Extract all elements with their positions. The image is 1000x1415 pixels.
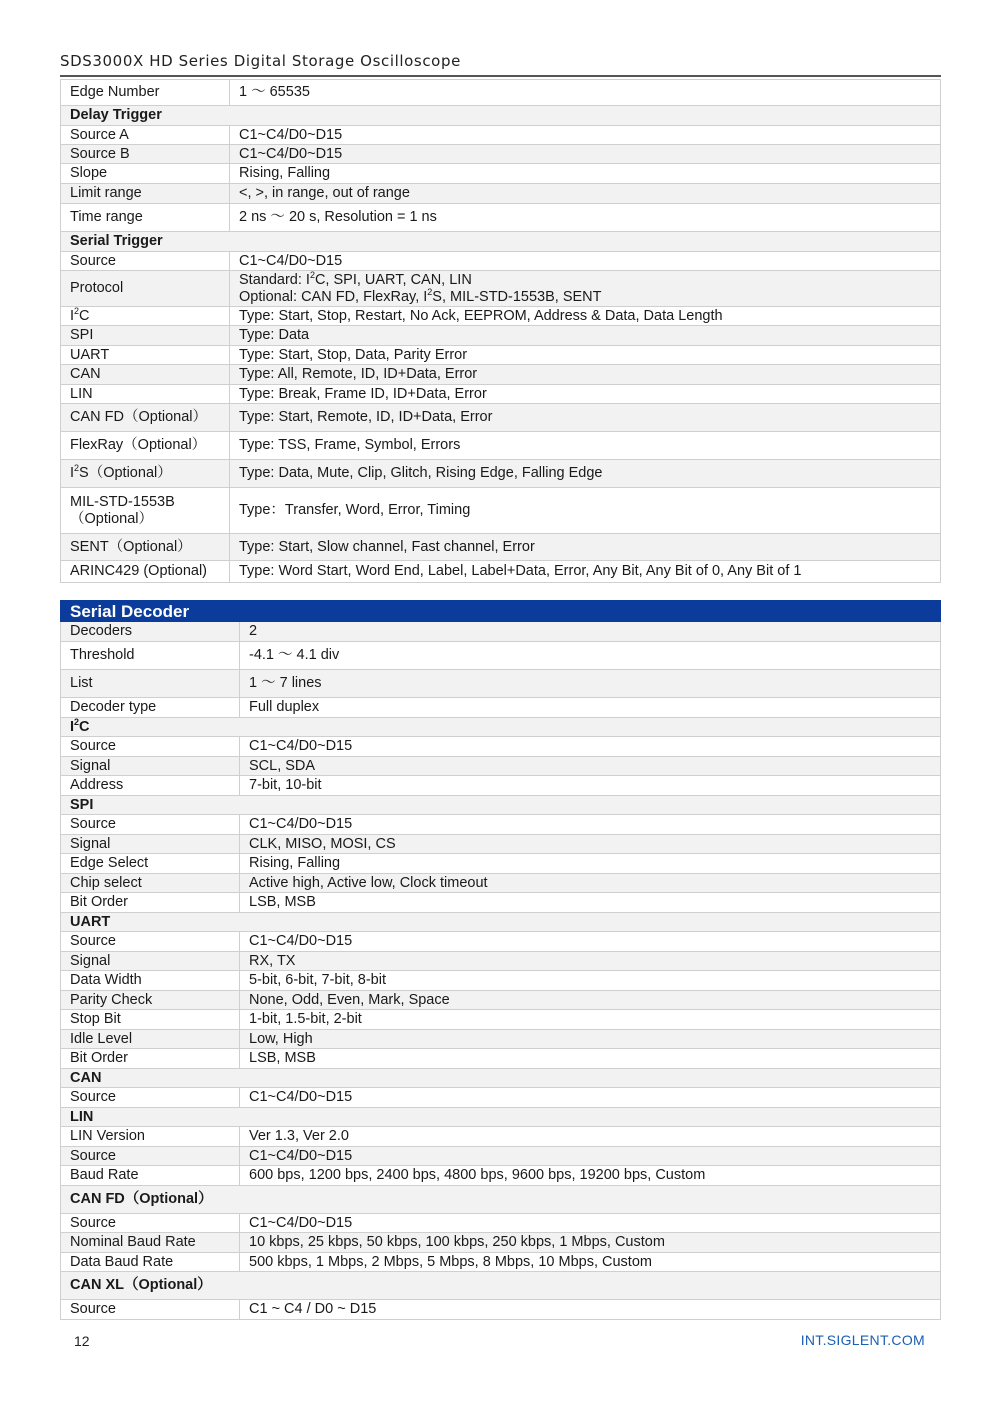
spec-value-text: Type: Break, Frame ID, ID+Data, Error xyxy=(239,385,487,402)
spec-label-text: $I^2C$ xyxy=(70,305,90,324)
spec-value xyxy=(240,932,941,952)
spec-value-text: Type: All, Remote, ID, ID+Data, Error xyxy=(239,366,478,382)
spec-label xyxy=(61,1300,240,1320)
spec-row xyxy=(61,642,941,670)
spec-label-text: Source xyxy=(70,1301,116,1317)
spec-value-text: C1~C4/D0~D15 xyxy=(249,1089,353,1105)
spec-label-text: Signal xyxy=(70,757,111,774)
spec-label xyxy=(61,854,240,874)
spec-label-text: ARINC429 (Optional) xyxy=(70,563,207,579)
spec-label xyxy=(61,488,230,534)
spec-label-text: Data Baud Rate xyxy=(70,1253,174,1270)
spec-value xyxy=(230,204,941,232)
spec-label-text: Source xyxy=(70,252,116,269)
spec-label-text: Source xyxy=(70,738,116,754)
spec-value xyxy=(230,346,941,365)
spec-label xyxy=(61,204,230,232)
spec-value-text: Type: TSS, Frame, Symbol, Errors xyxy=(239,437,461,453)
spec-label xyxy=(61,1253,240,1272)
spec-row xyxy=(61,698,941,718)
spec-value-text: <, >, in range, out of range xyxy=(239,185,410,201)
spec-value-text: Type: Start, Remote, ID, ID+Data, Error xyxy=(239,409,493,425)
spec-label xyxy=(61,698,240,718)
spec-value xyxy=(240,835,941,854)
spec-label-text: Source xyxy=(70,1089,116,1105)
spec-row xyxy=(61,145,941,164)
section-header-label: Delay Trigger xyxy=(61,106,941,126)
spec-label-text: Bit Order xyxy=(70,894,129,910)
spec-label xyxy=(61,1127,240,1147)
spec-label-text: $I^2S(Optional)$ xyxy=(70,463,172,481)
spec-row xyxy=(61,80,941,106)
section-header-row xyxy=(61,1186,941,1214)
spec-value xyxy=(240,893,941,913)
spec-label xyxy=(61,1030,240,1049)
spec-value-text: None, Odd, Even, Mark, Space xyxy=(249,991,450,1008)
section-header-row xyxy=(61,796,941,815)
spec-value xyxy=(240,1049,941,1069)
spec-label xyxy=(61,385,230,404)
spec-row xyxy=(61,126,941,145)
spec-value-text: 7-bit, 10-bit xyxy=(249,777,322,793)
spec-label-text: Chip select xyxy=(70,874,142,891)
spec-label xyxy=(61,252,230,271)
spec-label-text: Source A xyxy=(70,126,129,143)
spec-value-text: -4.1 ～ 4.1 div xyxy=(249,647,340,663)
spec-value xyxy=(230,271,941,307)
spec-value-text: Type: Start, Slow channel, Fast channel, Error xyxy=(239,538,535,555)
spec-label xyxy=(61,1088,240,1108)
spec-row xyxy=(61,1253,941,1272)
spec-value xyxy=(230,488,941,534)
spec-label xyxy=(61,404,230,432)
spec-value-text: Active high, Active low, Clock timeout xyxy=(249,874,488,891)
spec-label xyxy=(61,561,230,583)
website-link[interactable]: INT.SIGLENT.COM xyxy=(800,1332,925,1348)
spec-label xyxy=(61,145,230,164)
spec-value xyxy=(240,737,941,757)
spec-row xyxy=(61,252,941,271)
spec-value-text: C1~C4/D0~D15 xyxy=(249,816,353,832)
spec-value-text: Type: Word Start, Word End, Label, Label+Data, Error, Any Bit, Any Bit of 0, Any Bit of 1 xyxy=(239,563,802,579)
spec-row xyxy=(61,776,941,796)
serial-decoder-banner xyxy=(61,601,941,622)
header-divider xyxy=(60,75,941,77)
section-header-label: CAN xyxy=(61,1069,941,1088)
spec-label xyxy=(61,271,230,307)
spec-value xyxy=(230,404,941,432)
spec-label xyxy=(61,126,230,145)
spec-value xyxy=(240,622,941,642)
spec-label xyxy=(61,1049,240,1069)
section-header-label: CAN XL（Optional） xyxy=(61,1272,941,1300)
spec-label-text: Source xyxy=(70,1147,116,1164)
spec-label-text: Signal xyxy=(70,835,111,852)
spec-value xyxy=(240,1300,941,1320)
spec-value xyxy=(230,432,941,460)
spec-label-text: SENT（Optional） xyxy=(70,538,192,555)
spec-label xyxy=(61,893,240,913)
spec-label-text: Source B xyxy=(70,145,130,162)
spec-row xyxy=(61,184,941,204)
spec-label-text: Nominal Baud Rate xyxy=(70,1234,196,1250)
spec-value-text: Type: Start, Stop, Data, Parity Error xyxy=(239,346,468,363)
spec-row xyxy=(61,432,941,460)
spec-value-text: Optional: CAN FD, FlexRay, $I^2S$, MIL-STD-1553B, SENT xyxy=(239,286,602,305)
spec-value-text: Type：Transfer, Word, Error, Timing xyxy=(239,502,471,518)
spec-value-text: SCL, SDA xyxy=(249,757,316,774)
spec-value-text: 1-bit, 1.5-bit, 2-bit xyxy=(249,1011,362,1027)
spec-row xyxy=(61,1233,941,1253)
spec-row xyxy=(61,561,941,583)
spec-label xyxy=(61,346,230,365)
spec-label-text: Signal xyxy=(70,952,111,969)
spec-value xyxy=(240,1010,941,1030)
spec-label-text: Decoders xyxy=(70,623,133,639)
section-header-label: UART xyxy=(61,913,941,932)
spec-value-text: 600 bps, 1200 bps, 2400 bps, 4800 bps, 9600 bps, 19200 bps, Custom xyxy=(249,1167,706,1183)
spec-value-text: Type: Data, Mute, Clip, Glitch, Rising Edge, Falling Edge xyxy=(239,465,603,481)
spec-value-text: C1 ~ C4 / D0 ~ D15 xyxy=(249,1301,377,1317)
spec-label xyxy=(61,971,240,991)
spec-value-text: C1~C4/D0~D15 xyxy=(239,252,343,269)
spec-value-text: Full duplex xyxy=(249,699,320,715)
spec-label xyxy=(61,164,230,184)
spec-row xyxy=(61,670,941,698)
spec-label-text: Source xyxy=(70,933,116,949)
spec-value xyxy=(240,952,941,971)
spec-label xyxy=(61,874,240,893)
spec-value xyxy=(230,385,941,404)
spec-value-text: 1 ～ 7 lines xyxy=(249,675,322,691)
spec-label xyxy=(61,184,230,204)
spec-value xyxy=(240,698,941,718)
section-header-label: SPI xyxy=(61,796,941,815)
spec-label xyxy=(61,757,240,776)
spec-label xyxy=(61,1214,240,1233)
spec-label-text: CAN xyxy=(70,366,101,382)
spec-label xyxy=(61,776,240,796)
spec-value-text: RX, TX xyxy=(249,952,296,969)
spec-label-text: Edge Number xyxy=(70,84,160,100)
spec-value-text: C1~C4/D0~D15 xyxy=(249,1214,353,1231)
section-header-row xyxy=(61,1272,941,1300)
spec-value xyxy=(240,642,941,670)
spec-value-text: C1~C4/D0~D15 xyxy=(239,126,343,143)
spec-value xyxy=(240,874,941,893)
spec-value-text: LSB, MSB xyxy=(249,1050,316,1066)
spec-label-text: Source xyxy=(70,816,116,832)
spec-value xyxy=(230,252,941,271)
spec-value-text: Ver 1.3, Ver 2.0 xyxy=(249,1128,349,1144)
spec-label-text: Limit range xyxy=(70,185,142,201)
spec-value-text: LSB, MSB xyxy=(249,894,316,910)
spec-value xyxy=(230,126,941,145)
spec-value-text: Rising, Falling xyxy=(249,855,341,871)
spec-label xyxy=(61,835,240,854)
spec-value-text: C1~C4/D0~D15 xyxy=(239,145,343,162)
spec-row xyxy=(61,404,941,432)
spec-value xyxy=(230,534,941,561)
spec-row xyxy=(61,622,941,642)
spec-row xyxy=(61,971,941,991)
spec-row xyxy=(61,1030,941,1049)
spec-row xyxy=(61,815,941,835)
spec-row xyxy=(61,271,941,307)
spec-value xyxy=(240,670,941,698)
spec-row xyxy=(61,757,941,776)
spec-label-text: Idle Level xyxy=(70,1030,133,1047)
spec-row xyxy=(61,164,941,184)
spec-value xyxy=(230,326,941,346)
spec-row xyxy=(61,326,941,346)
document-header-title: SDS3000X HD Series Digital Storage Oscilloscope xyxy=(60,52,461,70)
spec-value-text: Type: Start, Stop, Restart, No Ack, EEPROM, Address & Data, Data Length xyxy=(239,307,723,324)
spec-value-text: 2 xyxy=(249,623,258,639)
spec-label xyxy=(61,365,230,385)
spec-value xyxy=(240,757,941,776)
spec-label-text: Protocol xyxy=(70,280,124,296)
spec-label-text: Edge Select xyxy=(70,855,149,871)
section-header-row xyxy=(61,1108,941,1127)
spec-value xyxy=(240,1088,941,1108)
section-header-row xyxy=(61,718,941,737)
spec-label-text: Source xyxy=(70,1214,116,1231)
spec-row xyxy=(61,1010,941,1030)
spec-value-text: C1~C4/D0~D15 xyxy=(249,738,353,754)
spec-label-text: Threshold xyxy=(70,647,135,663)
section-banner-title: Serial Decoder xyxy=(61,601,941,622)
spec-label-text: （Optional） xyxy=(70,510,154,527)
spec-label-text: MIL-STD-1553B xyxy=(70,493,175,510)
spec-label-text: Parity Check xyxy=(70,991,153,1008)
spec-row xyxy=(61,932,941,952)
spec-label xyxy=(61,1010,240,1030)
spec-value xyxy=(240,1233,941,1253)
spec-value xyxy=(240,991,941,1010)
spec-label-text: Baud Rate xyxy=(70,1167,139,1183)
spec-label xyxy=(61,80,230,106)
spec-row xyxy=(61,1214,941,1233)
spec-label xyxy=(61,815,240,835)
spec-value xyxy=(230,80,941,106)
spec-label-text: Bit Order xyxy=(70,1050,129,1066)
spec-row xyxy=(61,737,941,757)
spec-label xyxy=(61,622,240,642)
spec-row xyxy=(61,835,941,854)
spec-value-text: Rising, Falling xyxy=(239,165,331,181)
spec-label xyxy=(61,534,230,561)
spec-label xyxy=(61,670,240,698)
spec-row xyxy=(61,204,941,232)
spec-label xyxy=(61,642,240,670)
spec-row xyxy=(61,1127,941,1147)
spec-row xyxy=(61,365,941,385)
spec-label-text: SPI xyxy=(70,327,94,343)
spec-label xyxy=(61,307,230,326)
spec-value xyxy=(230,365,941,385)
spec-label xyxy=(61,1233,240,1253)
spec-label-text: Data Width xyxy=(70,972,142,988)
spec-value xyxy=(240,971,941,991)
spec-value-text: 10 kbps, 25 kbps, 50 kbps, 100 kbps, 250 kbps, 1 Mbps, Custom xyxy=(249,1234,665,1250)
spec-label xyxy=(61,326,230,346)
spec-label xyxy=(61,1147,240,1166)
spec-row xyxy=(61,385,941,404)
spec-row xyxy=(61,893,941,913)
spec-value xyxy=(230,307,941,326)
section-header-label: LIN xyxy=(61,1108,941,1127)
section-header-row xyxy=(61,913,941,932)
spec-label-text: CAN FD（Optional） xyxy=(70,409,207,425)
spec-label xyxy=(61,991,240,1010)
spec-row xyxy=(61,854,941,874)
spec-value-text: CLK, MISO, MOSI, CS xyxy=(249,835,396,852)
spec-value-text: 5-bit, 6-bit, 7-bit, 8-bit xyxy=(249,972,386,988)
spec-row xyxy=(61,460,941,488)
spec-value xyxy=(230,184,941,204)
spec-label-text: Address xyxy=(70,777,124,793)
spec-value xyxy=(230,460,941,488)
spec-label xyxy=(61,932,240,952)
spec-row xyxy=(61,1147,941,1166)
spec-label-text: Time range xyxy=(70,209,143,225)
spec-row xyxy=(61,1300,941,1320)
spec-value-text: C1~C4/D0~D15 xyxy=(249,933,353,949)
spec-row xyxy=(61,1166,941,1186)
spec-row xyxy=(61,488,941,534)
spec-label xyxy=(61,952,240,971)
spec-value-text: 500 kbps, 1 Mbps, 2 Mbps, 5 Mbps, 8 Mbps, 10 Mbps, Custom xyxy=(249,1253,652,1270)
spec-label-text: LIN xyxy=(70,385,93,402)
spec-label-text: List xyxy=(70,675,93,691)
spec-value-text: 2 ns ～ 20 s, Resolution = 1 ns xyxy=(239,209,437,225)
spec-row xyxy=(61,534,941,561)
section-header-row xyxy=(61,106,941,126)
spec-value xyxy=(240,1147,941,1166)
spec-row xyxy=(61,991,941,1010)
spec-value xyxy=(230,145,941,164)
page-number: 12 xyxy=(74,1333,90,1349)
section-header-label: Serial Trigger xyxy=(61,232,941,252)
spec-value xyxy=(230,164,941,184)
spec-label-text: Slope xyxy=(70,165,108,181)
spec-row xyxy=(61,952,941,971)
spec-value xyxy=(240,854,941,874)
spec-row xyxy=(61,874,941,893)
spec-value-text: C1~C4/D0~D15 xyxy=(249,1147,353,1164)
spec-row xyxy=(61,346,941,365)
spec-label-text: LIN Version xyxy=(70,1128,145,1144)
spec-value xyxy=(240,1166,941,1186)
spec-value-text: Type: Data xyxy=(239,327,310,343)
spec-value-text: 1 ～ 65535 xyxy=(239,84,310,100)
spec-value xyxy=(240,1253,941,1272)
spec-row xyxy=(61,1088,941,1108)
spec-label xyxy=(61,432,230,460)
spec-value xyxy=(230,561,941,583)
spec-label-text: Decoder type xyxy=(70,699,157,715)
spec-label xyxy=(61,460,230,488)
spec-row xyxy=(61,1049,941,1069)
spec-value xyxy=(240,1127,941,1147)
section-header-row xyxy=(61,232,941,252)
spec-label xyxy=(61,737,240,757)
spec-value xyxy=(240,1214,941,1233)
spec-label-text: UART xyxy=(70,346,110,363)
spec-value xyxy=(240,815,941,835)
spec-value xyxy=(240,776,941,796)
spec-row xyxy=(61,307,941,326)
spec-label-text: Stop Bit xyxy=(70,1011,121,1027)
trigger-spec-table xyxy=(60,79,941,583)
serial-decoder-table xyxy=(60,600,941,1320)
spec-value-text: Standard: $I^2C$, SPI, UART, CAN, LIN xyxy=(239,269,472,288)
section-header-label: $I^2C$ xyxy=(61,718,941,737)
spec-label-text: FlexRay（Optional） xyxy=(70,437,207,453)
section-header-row xyxy=(61,1069,941,1088)
section-header-label: CAN FD（Optional） xyxy=(61,1186,941,1214)
spec-value-text: Low, High xyxy=(249,1030,313,1047)
spec-value xyxy=(240,1030,941,1049)
spec-label xyxy=(61,1166,240,1186)
